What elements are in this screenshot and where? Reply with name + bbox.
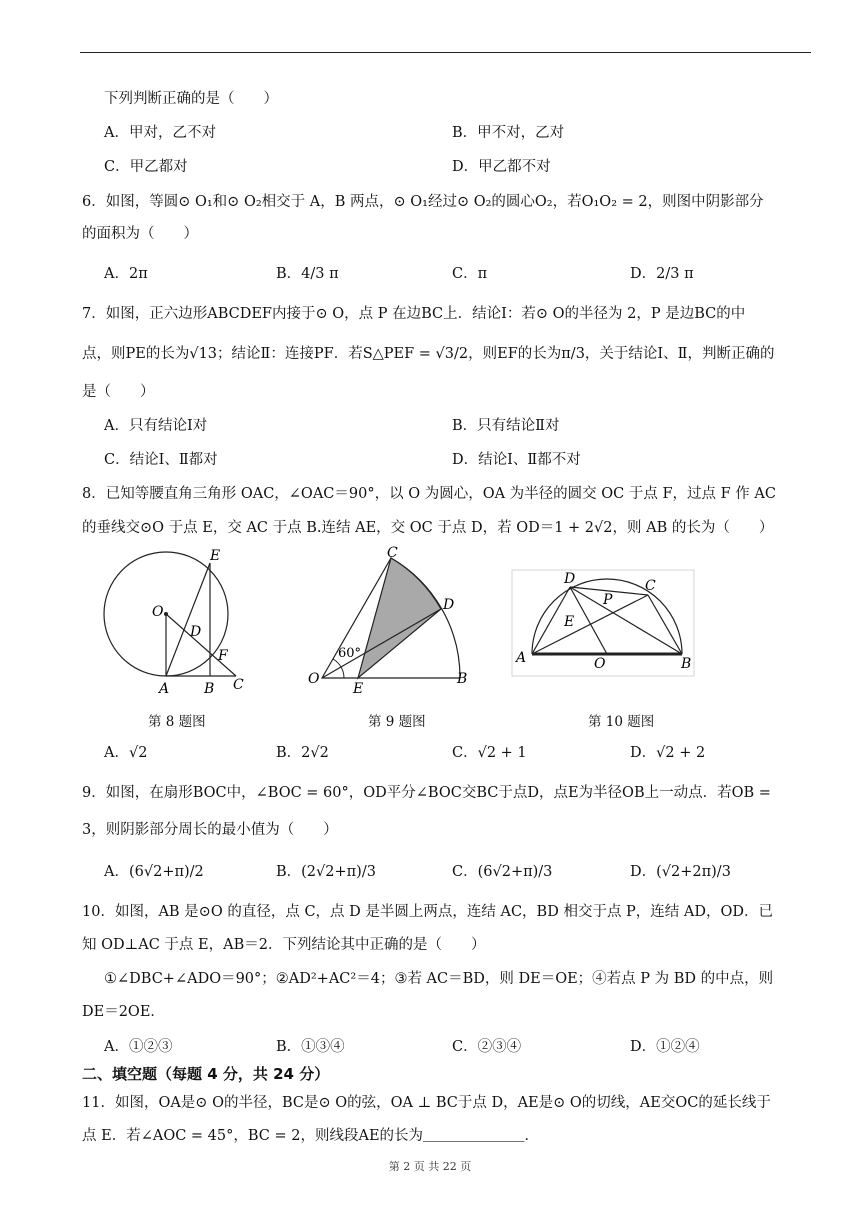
fig10-label-d: D	[564, 571, 576, 587]
fig10-label-b: B	[681, 656, 692, 672]
q6-stem-2: 的面积为（ ）	[82, 226, 198, 242]
q7-stem-2: 点，则PE的长为√13；结论Ⅱ：连接PF．若S△PEF = √3/2，则EF的长为π/3，关于结论Ⅰ、Ⅱ，判断正确的	[82, 346, 775, 362]
q6-option-d: D．2/3 π	[630, 266, 694, 282]
q11-stem-1: 11．如图，OA是⊙ O的半径，BC是⊙ O的弦，OA ⊥ BC于点 D，AE是⊙ O的切线，AE交OC的延长线于	[82, 1095, 771, 1111]
q5-option-c: C．甲乙都对	[104, 159, 188, 175]
q7-stem-3: 是（ ）	[82, 384, 155, 400]
q11-stem-2: 点 E．若∠AOC = 45°，BC = 2，则线段AE的长为＿＿＿＿＿＿＿．	[82, 1128, 540, 1144]
fig8-label-e: E	[210, 548, 221, 564]
q5-stem: 下列判断正确的是（ ）	[104, 91, 278, 107]
fig8-caption: 第 8 题图	[148, 714, 206, 730]
fig9-caption: 第 9 题图	[368, 714, 426, 730]
q8-option-a: A．√2	[104, 745, 148, 761]
q8-option-c: C．√2 + 1	[452, 745, 527, 761]
page-footer: 第 2 页 共 22 页	[388, 1160, 472, 1173]
q7-stem-1: 7．如图，正六边形ABCDEF内接于⊙ O，点 P 在边BC上．结论Ⅰ：若⊙ O的半径为 2，P 是边BC的中	[82, 306, 746, 322]
q10-option-d: D．①②④	[630, 1039, 700, 1055]
q9-stem-2: 3，则阴影部分周长的最小值为（ ）	[82, 822, 338, 838]
fig9-label-c: C	[387, 545, 398, 561]
fig9-label-d: D	[443, 597, 455, 613]
q9-stem-1: 9．如图，在扇形BOC中，∠BOC = 60°，OD平分∠BOC交BC于点D，点E为半径OB上一动点．若OB =	[82, 785, 771, 801]
fig9-label-e: E	[353, 681, 364, 695]
fig9-angle-label: 60°	[338, 646, 362, 661]
q9-option-c: C．(6√2+π)/3	[452, 864, 553, 880]
q5-option-d: D．甲乙都不对	[452, 159, 551, 175]
fig10-label-a: A	[516, 650, 527, 666]
fig10-label-c: C	[645, 578, 656, 594]
q9-option-d: D．(√2+2π)/3	[630, 864, 731, 880]
q9-option-a: A．(6√2+π)/2	[104, 864, 204, 880]
q6-stem-1: 6．如图，等圆⊙ O₁和⊙ O₂相交于 A，B 两点，⊙ O₁经过⊙ O₂的圆心O₂，若O₁O₂ = 2，则图中阴影部分	[82, 194, 764, 210]
fig10-caption: 第 10 题图	[588, 714, 655, 730]
q10-option-c: C．②③④	[452, 1039, 522, 1055]
fig8-label-o: O	[152, 604, 164, 620]
q10-stem-3: ①∠DBC+∠ADO＝90°；②AD²+AC²＝4；③若 AC＝BD，则 DE＝OE；④若点 P 为 BD 的中点，则	[104, 971, 774, 987]
section-2-heading: 二、填空题（每题 4 分，共 24 分）	[82, 1065, 330, 1083]
fig8-label-d: D	[190, 624, 202, 640]
figure-8	[96, 548, 256, 698]
figure-9	[300, 545, 480, 695]
q8-stem-1: 8．已知等腰直角三角形 OAC，∠OAC＝90°，以 O 为圆心，OA 为半径的圆交 OC 于点 F，过点 F 作 AC	[82, 486, 776, 502]
q7-option-d: D．结论Ⅰ、Ⅱ都不对	[452, 452, 581, 468]
q6-option-a: A．2π	[104, 266, 148, 282]
q7-option-b: B．只有结论Ⅱ对	[452, 418, 560, 434]
fig8-label-f: F	[218, 648, 228, 664]
fig8-label-a: A	[159, 681, 170, 697]
fig10-label-e: E	[564, 614, 575, 630]
figure-10	[508, 566, 698, 682]
q9-option-b: B．(2√2+π)/3	[276, 864, 376, 880]
q10-option-b: B．①③④	[276, 1039, 345, 1055]
q10-option-a: A．①②③	[104, 1039, 173, 1055]
fig10-label-p: P	[603, 592, 613, 608]
q10-stem-1: 10．如图，AB 是⊙O 的直径，点 C，点 D 是半圆上两点，连结 AC，BD 相交于点 P，连结 AD，OD．已	[82, 904, 774, 920]
fig9-label-o: O	[308, 671, 320, 687]
fig10-label-o: O	[594, 656, 606, 672]
q6-option-c: C．π	[452, 266, 488, 282]
q10-stem-2: 知 OD⊥AC 于点 E，AB＝2．下列结论其中正确的是（ ）	[82, 937, 486, 953]
q8-stem-2: 的垂线交⊙O 于点 E，交 AC 于点 B.连结 AE，交 OC 于点 D，若 OD＝1 + 2√2，则 AB 的长为（ ）	[82, 520, 774, 536]
q5-option-a: A．甲对，乙不对	[104, 125, 216, 141]
fig8-label-c: C	[233, 677, 244, 693]
q10-stem-4: DE＝2OE．	[82, 1004, 165, 1020]
q8-option-d: D．√2 + 2	[630, 745, 706, 761]
q8-option-b: B．2√2	[276, 745, 329, 761]
fig8-label-b: B	[204, 681, 215, 697]
q7-option-a: A．只有结论Ⅰ对	[104, 418, 208, 434]
q6-option-b: B．4/3 π	[276, 266, 339, 282]
header-rule	[80, 52, 811, 53]
q7-option-c: C．结论Ⅰ、Ⅱ都对	[104, 452, 218, 468]
fig9-label-b: B	[457, 671, 468, 687]
q5-option-b: B．甲不对，乙对	[452, 125, 565, 141]
